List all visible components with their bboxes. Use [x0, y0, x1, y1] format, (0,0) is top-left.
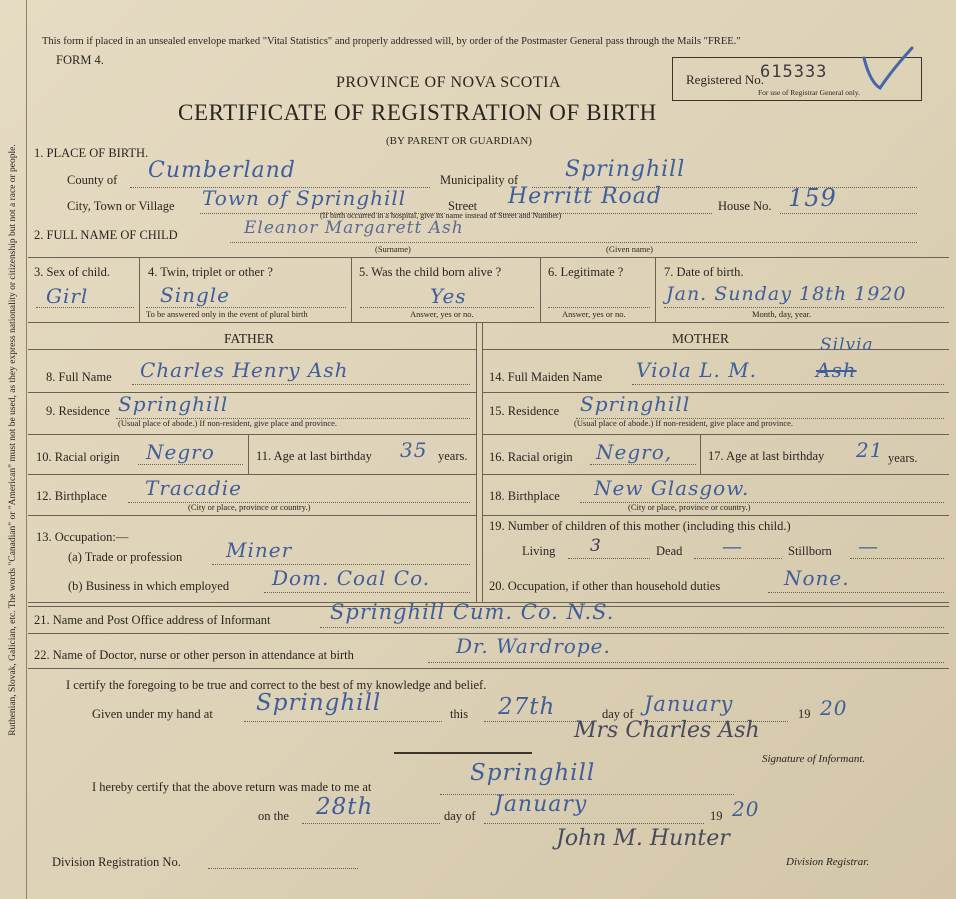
- house-number-value: 159: [788, 184, 837, 212]
- child-name-value: Eleanor Margarett Ash: [244, 218, 464, 238]
- child-name-label: 2. FULL NAME OF CHILD: [34, 228, 178, 242]
- doctor-value: Dr. Wardrope.: [456, 634, 611, 658]
- county-label: County of: [67, 173, 118, 187]
- given-place-value: Springhill: [256, 690, 382, 716]
- house-number-label: House No.: [718, 199, 772, 213]
- sex-value: Girl: [46, 284, 89, 308]
- place-of-birth-heading: 1. PLACE OF BIRTH.: [34, 146, 149, 160]
- informant-value: Springhill Cum. Co. N.S.: [330, 600, 615, 624]
- dob-value: Jan. Sunday 18th 1920: [666, 283, 907, 305]
- mother-race-label: 16. Racial origin: [489, 450, 573, 464]
- hospital-note: (If birth occurred in a hospital, give its name instead of Street and Number): [320, 211, 562, 220]
- mother-heading: MOTHER: [672, 331, 729, 346]
- informant-label: 21. Name and Post Office address of Informant: [34, 613, 271, 627]
- father-trade-label: (a) Trade or profession: [68, 550, 183, 564]
- father-residence-label: 9. Residence: [46, 404, 110, 418]
- dead-value: —: [722, 534, 743, 558]
- registrar-caption: Division Registrar.: [786, 856, 870, 868]
- return-day-value: 28th: [316, 794, 374, 820]
- return-day-of-label: day of: [444, 809, 476, 823]
- father-age-unit: years.: [438, 449, 468, 463]
- street-value: Herritt Road: [508, 184, 662, 209]
- registered-label: Registered No.: [686, 72, 764, 87]
- mother-birthplace-value: New Glasgow.: [594, 476, 750, 500]
- father-business-label: (b) Business in which employed: [68, 579, 230, 593]
- given-day-of-label: day of: [602, 707, 634, 721]
- dob-caption: Month, day, year.: [752, 309, 812, 319]
- informant-signature-caption: Signature of Informant.: [762, 753, 866, 765]
- form-number: FORM 4.: [56, 53, 104, 67]
- father-race-value: Negro: [146, 440, 215, 464]
- father-age-label: 11. Age at last birthday: [256, 449, 372, 463]
- given-this-label: this: [450, 707, 469, 721]
- given-month-value: January: [644, 692, 734, 716]
- father-birthplace-label: 12. Birthplace: [36, 489, 107, 503]
- mother-name-label: 14. Full Maiden Name: [489, 370, 603, 384]
- mother-name-insert: Silvia: [820, 335, 874, 355]
- municipality-label: Municipality of: [440, 173, 519, 187]
- province-heading: PROVINCE OF NOVA SCOTIA: [336, 74, 562, 91]
- registered-number: 615333: [760, 62, 828, 82]
- father-occupation-label: 13. Occupation:—: [36, 530, 129, 544]
- return-month-value: January: [494, 792, 588, 817]
- certification-statement: I certify the foregoing to be true and correct to the best of my knowledge and belief.: [66, 678, 487, 692]
- alive-label: 5. Was the child born alive ?: [359, 265, 502, 279]
- father-residence-value: Springhill: [118, 392, 229, 416]
- sex-label: 3. Sex of child.: [34, 265, 111, 279]
- division-registration-label: Division Registration No.: [52, 855, 181, 869]
- mother-age-unit: years.: [888, 451, 918, 465]
- registrar-signature: John M. Hunter: [556, 826, 730, 851]
- father-business-value: Dom. Coal Co.: [272, 566, 431, 590]
- registrar-use-caption: For use of Registrar General only.: [758, 88, 860, 97]
- return-made-label: I hereby certify that the above return was made to me at: [92, 780, 372, 794]
- sidebar-note: Ruthenian, Slovak, Galician, etc. The words "Canadian" or "American" must not be used, as they express nationality or citizenship but not a race or people.: [8, 144, 18, 736]
- father-race-label: 10. Racial origin: [36, 450, 120, 464]
- twin-value: Single: [160, 283, 231, 307]
- legitimate-caption: Answer, yes or no.: [562, 309, 626, 319]
- on-the-label: on the: [258, 809, 289, 823]
- certificate-title: CERTIFICATE OF REGISTRATION OF BIRTH: [178, 100, 657, 125]
- mother-age-value: 21: [856, 438, 884, 462]
- given-year-value: 20: [820, 696, 848, 720]
- mother-residence-label: 15. Residence: [489, 404, 560, 418]
- postal-notice: This form if placed in an unsealed envelope marked "Vital Statistics" and properly addressed will, by order of the Postmaster General pass through the Mails "FREE.": [42, 36, 741, 47]
- mother-birthplace-label: 18. Birthplace: [489, 489, 560, 503]
- mother-children-label: 19. Number of children of this mother (including this child.): [489, 519, 791, 533]
- twin-label: 4. Twin, triplet or other ?: [148, 265, 273, 279]
- return-place-value: Springhill: [470, 760, 596, 786]
- living-value: 3: [590, 536, 602, 556]
- city-value: Town of Springhill: [202, 186, 407, 210]
- father-residence-caption: (Usual place of abode.) If non-resident, give place and province.: [118, 418, 338, 428]
- father-trade-value: Miner: [226, 538, 293, 562]
- return-year-value: 20: [732, 797, 760, 821]
- mother-race-value: Negro,: [596, 440, 673, 464]
- father-birthplace-caption: (City or place, province or country.): [188, 502, 311, 512]
- given-year-prefix: 19: [798, 707, 811, 721]
- city-label: City, Town or Village: [67, 199, 175, 213]
- certificate-subtitle: (BY PARENT OR GUARDIAN): [386, 135, 532, 147]
- surname-caption: (Surname): [375, 244, 411, 254]
- mother-age-label: 17. Age at last birthday: [708, 449, 825, 463]
- informant-signature: Mrs Charles Ash: [574, 718, 760, 743]
- mother-occupation-label: 20. Occupation, if other than household duties: [489, 579, 721, 593]
- street-label: Street: [448, 199, 478, 213]
- father-name-value: Charles Henry Ash: [140, 358, 349, 382]
- father-age-value: 35: [400, 438, 428, 462]
- alive-value: Yes: [430, 284, 467, 308]
- stillborn-label: Stillborn: [788, 544, 832, 558]
- father-birthplace-value: Tracadie: [145, 476, 242, 500]
- mother-residence-caption: (Usual place of abode.) If non-resident, give place and province.: [574, 418, 794, 428]
- municipality-value: Springhill: [565, 157, 686, 182]
- stillborn-value: —: [858, 534, 879, 558]
- given-day-value: 27th: [498, 694, 556, 720]
- dead-label: Dead: [656, 544, 683, 558]
- county-value: Cumberland: [148, 158, 296, 183]
- doctor-label: 22. Name of Doctor, nurse or other person in attendance at birth: [34, 648, 354, 662]
- mother-name-struck: Ash: [816, 358, 857, 382]
- sidebar-note-strip: [0, 0, 27, 899]
- given-name-caption: (Given name): [606, 244, 653, 254]
- living-label: Living: [522, 544, 556, 558]
- mother-birthplace-caption: (City or place, province or country.): [628, 502, 751, 512]
- alive-caption: Answer, yes or no.: [410, 309, 474, 319]
- mother-residence-value: Springhill: [580, 392, 691, 416]
- check-mark-icon: [858, 44, 918, 94]
- dob-label: 7. Date of birth.: [664, 265, 744, 279]
- mother-occupation-value: None.: [784, 566, 850, 590]
- given-under-hand-label: Given under my hand at: [92, 707, 213, 721]
- legitimate-label: 6. Legitimate ?: [548, 265, 624, 279]
- return-year-prefix: 19: [710, 809, 723, 823]
- mother-name-value: Viola L. M.: [636, 358, 758, 382]
- father-name-label: 8. Full Name: [46, 370, 112, 384]
- father-heading: FATHER: [224, 331, 275, 346]
- twin-caption: To be answered only in the event of plural birth: [146, 309, 308, 319]
